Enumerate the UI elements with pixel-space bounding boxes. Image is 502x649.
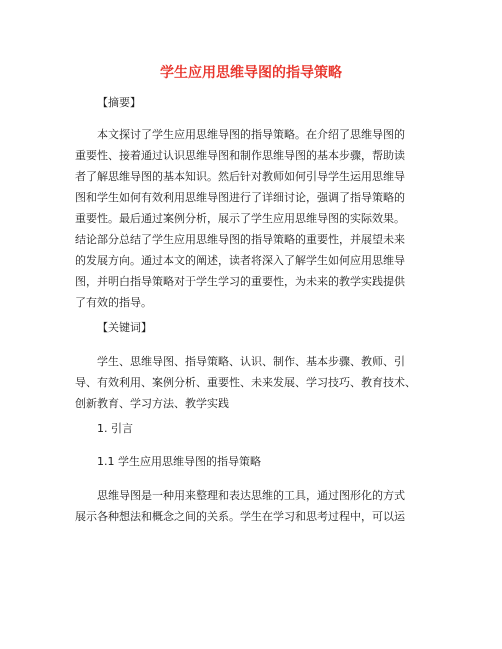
abstract-heading: 【摘要】 xyxy=(97,96,141,109)
abstract-line: 的发展方向。通过本文的阐述，读者将深入了解学生如何应用思维导 xyxy=(75,254,405,267)
body-line: 展示各种想法和概念之间的关系。学生在学习和思考过程中，可以运 xyxy=(75,510,405,523)
abstract-line: 结论部分总结了学生应用思维导图的指导策略的重要性，并展望未来 xyxy=(75,233,405,246)
document-title: 学生应用思维导图的指导策略 xyxy=(160,65,342,81)
abstract-line: 本文探讨了学生应用思维导图的指导策略。在介绍了思维导图的 xyxy=(97,128,405,141)
abstract-line: 重要性、接着通过认识思维导图和制作思维导图的基本步骤，帮助读 xyxy=(75,149,405,162)
keywords-heading: 【关键词】 xyxy=(97,321,152,334)
abstract-line: 了有效的指导。 xyxy=(75,296,152,309)
section-heading: 1. 引言 xyxy=(97,422,133,435)
keywords-line: 导、有效利用、案例分析、重要性、未来发展、学习技巧、教育技术、 xyxy=(75,376,416,389)
abstract-line: 图，并明白指导策略对于学生学习的重要性，为未来的教学实践提供 xyxy=(75,275,405,288)
abstract-line: 者了解思维导图的基本知识。然后针对教师如何引导学生运用思维导 xyxy=(75,170,405,183)
abstract-line: 图和学生如何有效利用思维导图进行了详细讨论，强调了指导策略的 xyxy=(75,191,405,204)
keywords-line: 创新教育、学习方法、教学实践 xyxy=(75,397,229,410)
keywords-line: 学生、思维导图、指导策略、认识、制作、基本步骤、教师、引 xyxy=(97,355,405,368)
abstract-line: 重要性。最后通过案例分析，展示了学生应用思维导图的实际效果。 xyxy=(75,212,405,225)
subsection-heading: 1.1 学生应用思维导图的指导策略 xyxy=(97,455,261,468)
body-line: 思维导图是一种用来整理和表达思维的工具，通过图形化的方式 xyxy=(97,489,405,502)
